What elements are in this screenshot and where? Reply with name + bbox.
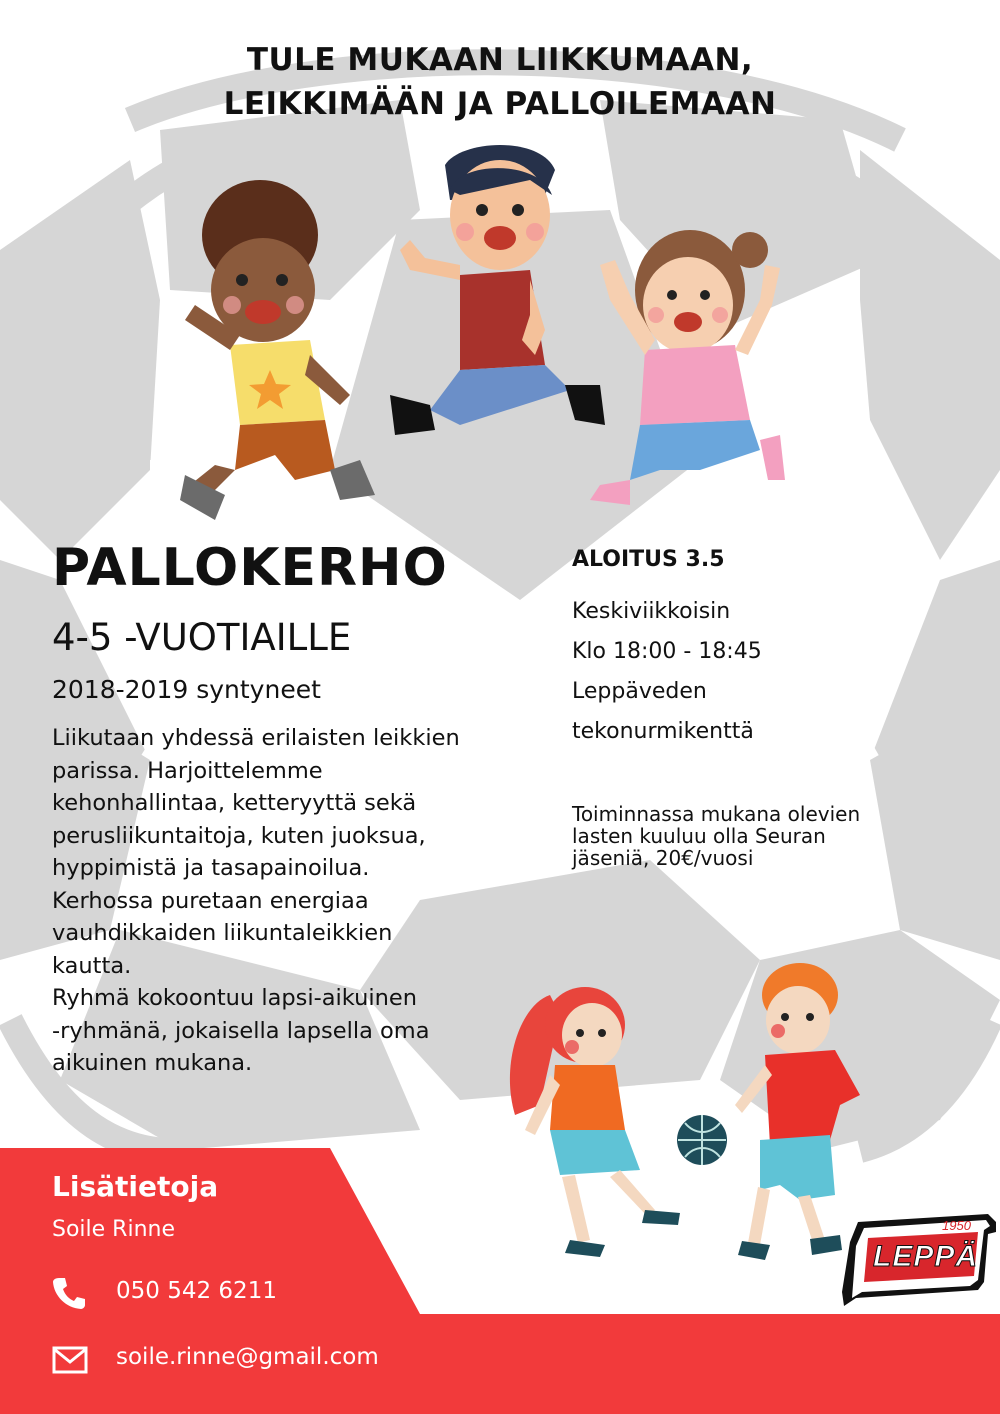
phone-number[interactable]: 050 542 6211 (116, 1278, 277, 1304)
headline-line-2: LEIKKIMÄÄN JA PALLOILEMAAN (223, 86, 777, 122)
description-line: hyppimistä ja tasapainoilua. (52, 855, 370, 881)
phone-icon (52, 1276, 86, 1310)
girl-red-hair-illustration (510, 987, 680, 1257)
headline-line-1: TULE MUKAAN LIIKKUMAAN, (246, 42, 754, 78)
contact-title: Lisätietoja (52, 1170, 219, 1203)
description-line: Ryhmä kokoontuu lapsi-aikuinen (52, 985, 418, 1011)
membership-line: lasten kuuluu olla Seuran (572, 824, 826, 848)
membership-line: Toiminnassa mukana olevien (572, 802, 861, 826)
description-line: parissa. Harjoittelemme (52, 757, 323, 784)
club-title: PALLOKERHO (52, 538, 448, 598)
headline (130, 38, 870, 126)
description-line: kautta. (52, 952, 132, 979)
mail-icon (52, 1346, 88, 1374)
kid-curly-hair-illustration (180, 180, 375, 520)
description-line: kehonhallintaa, ketteryyttä sekä (52, 790, 417, 816)
schedule-field: tekonurmikenttä (572, 719, 754, 744)
schedule-details (572, 592, 762, 752)
kid-girl-pink-shirt-illustration (590, 230, 785, 505)
birth-years: 2018-2019 syntyneet (52, 675, 321, 704)
description-line: Kerhossa puretaan energiaa (52, 887, 369, 914)
description-line: perusliikuntaitoja, kuten juoksua, (52, 822, 426, 849)
contact-name: Soile Rinne (52, 1217, 175, 1242)
description-line: Liikutaan yhdessä erilaisten leikkien (52, 725, 460, 751)
logo-year: 1950 (942, 1218, 971, 1233)
description (52, 722, 502, 1080)
description-line: vauhdikkaiden liikuntaleikkien (52, 920, 393, 946)
start-date: ALOITUS 3.5 (572, 547, 725, 572)
schedule-place: Leppäveden (572, 679, 707, 704)
running-kids-illustration (160, 140, 810, 530)
schedule-time: Klo 18:00 - 18:45 (572, 639, 762, 664)
membership-note (572, 803, 860, 869)
logo-text: LEPPÄ (873, 1240, 979, 1273)
kids-playing-ball-illustration (480, 955, 880, 1275)
email-address[interactable]: soile.rinne@gmail.com (116, 1344, 379, 1370)
age-group: 4-5 -VUOTIAILLE (52, 616, 352, 659)
description-line: aikuinen mukana. (52, 1050, 253, 1076)
schedule-day: Keskiviikkoisin (572, 599, 731, 624)
membership-line: jäseniä, 20€/vuosi (572, 846, 754, 870)
description-line: -ryhmänä, jokaisella lapsella oma (52, 1017, 430, 1044)
kid-dark-hair-illustration (390, 145, 605, 435)
